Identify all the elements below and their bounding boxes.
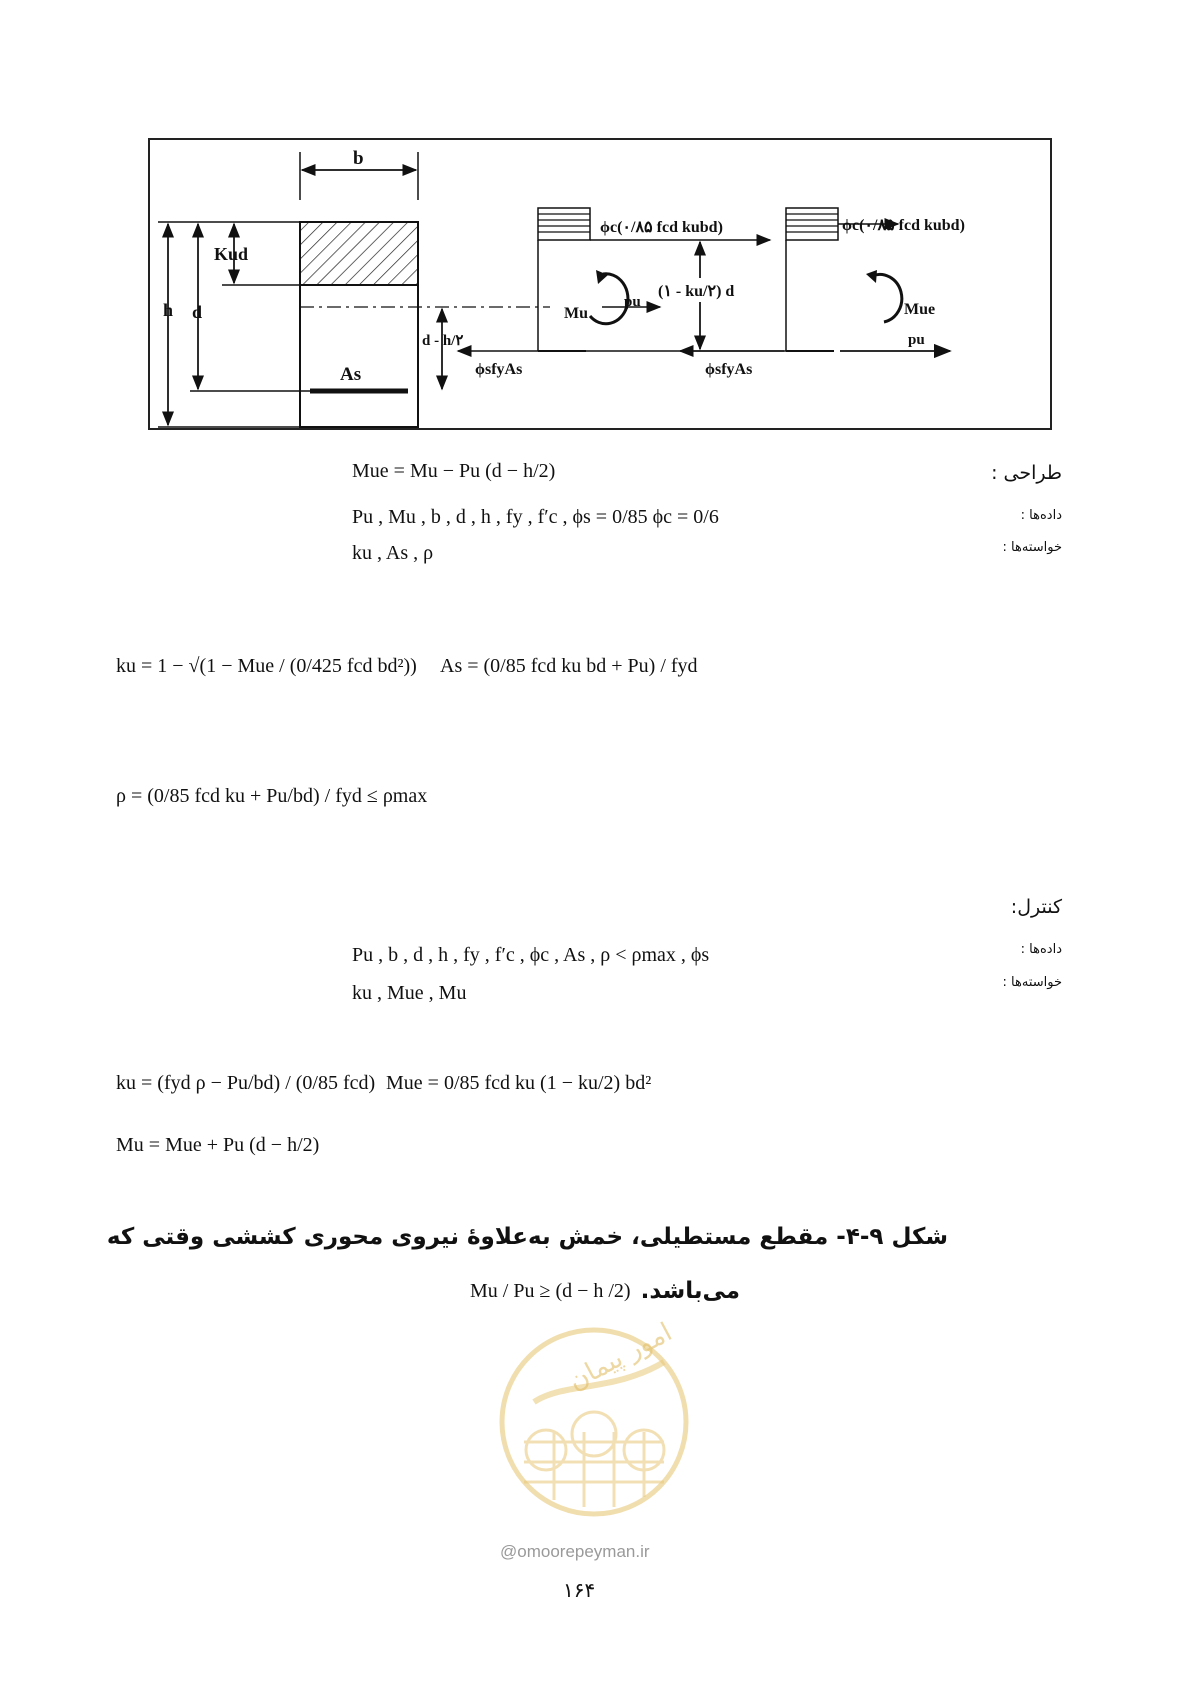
design-ku-formula: ku = 1 − √(1 − Mue / (0/425 fcd bd²)) — [116, 655, 417, 677]
caption-line1: شکل ۹-۴- مقطع مستطیلی، خمش به‌علاوهٔ نیروی محوری کششی وقتی که — [106, 1224, 948, 1250]
label-mu: Mu — [564, 305, 588, 322]
caption-line2-text: می‌باشد. — [640, 1278, 741, 1304]
label-kud: Kud — [214, 244, 249, 264]
eq-mue: Mue = Mu − Pu (d − h/2) — [352, 460, 556, 482]
section-figure — [148, 138, 1052, 430]
watermark-site: @omoorepeyman.ir — [500, 1542, 650, 1561]
watermark-logo — [494, 1317, 694, 1537]
caption-line2-formula: Mu / Pu ≥ (d − h /2) — [470, 1279, 631, 1302]
label-d-minus-h2: d - h/۲ — [422, 333, 464, 349]
design-as-formula: As = (0/85 fcd ku bd + Pu) / fyd — [440, 655, 698, 677]
label-mue: Mue — [904, 301, 936, 318]
label-top-force-1: ϕc(۰/۸۵ fcd kubd) — [600, 219, 723, 236]
check-heading: کنترل: — [1010, 896, 1062, 918]
watermark-logo-text: امور پیمان — [563, 1317, 677, 1397]
design-given-label: داده‌ها : — [1020, 508, 1062, 523]
label-b: b — [353, 148, 364, 169]
label-d: d — [192, 302, 203, 322]
label-as: As — [340, 364, 362, 385]
design-rho-formula: ρ = (0/85 fcd ku + Pu/bd) / fyd ≤ ρmax — [116, 785, 428, 807]
check-wanted-label: خواسته‌ها : — [1002, 975, 1062, 990]
design-wanted: ku , As , ρ — [352, 542, 434, 564]
design-given: Pu , Mu , b , d , h , fy , f′c , ϕs = 0/85 ϕc = 0/6 — [352, 506, 719, 528]
label-pu-2: pu — [908, 332, 925, 348]
design-heading: طراحی : — [991, 462, 1062, 484]
check-mu-formula: Mu = Mue + Pu (d − h/2) — [116, 1134, 320, 1156]
check-given-label: داده‌ها : — [1020, 942, 1062, 957]
check-wanted: ku , Mue , Mu — [352, 982, 467, 1004]
check-ku-formula: ku = (fyd ρ − Pu/bd) / (0/85 fcd) — [116, 1072, 376, 1094]
label-lever: (۱ - ku/۲) d — [658, 283, 735, 300]
design-wanted-label: خواسته‌ها : — [1002, 540, 1062, 555]
label-h: h — [163, 300, 174, 320]
label-steel-force-2: ϕsfyAs — [705, 361, 753, 378]
label-pu-1: pu — [624, 294, 641, 310]
label-steel-force-1: ϕsfyAs — [475, 361, 523, 378]
figure-drawing — [150, 140, 1054, 432]
label-top-force-2: ϕc(۰/۸۵ fcd kubd) — [842, 217, 965, 234]
caption-line2 — [470, 1278, 740, 1304]
check-mue-formula: Mue = 0/85 fcd ku (1 − ku/2) bd² — [386, 1072, 652, 1094]
check-given: Pu , b , d , h , fy , f′c , ϕc , As , ρ < ρmax , ϕs — [352, 944, 710, 966]
page-number: ۱۶۴ — [563, 1578, 596, 1602]
